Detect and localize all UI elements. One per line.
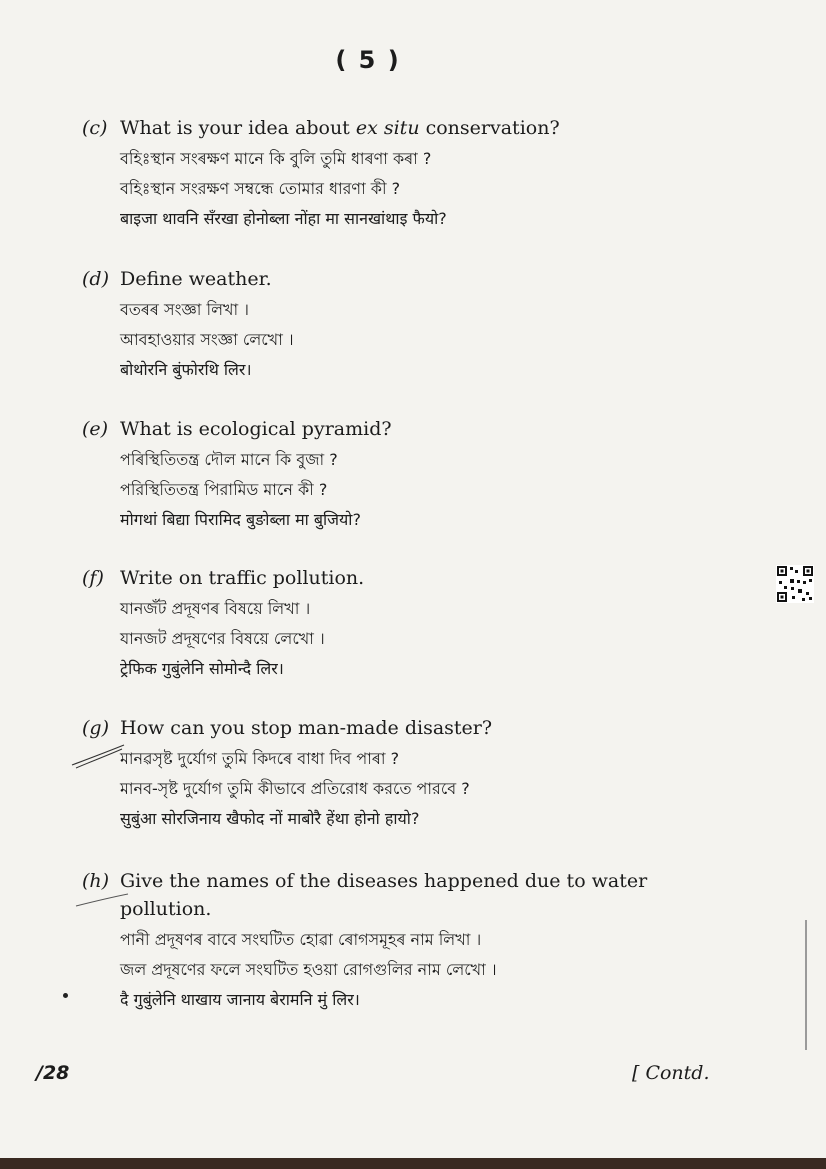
- question-label: (g): [82, 717, 109, 739]
- question-e: [82, 415, 702, 535]
- ink-dot: [63, 993, 68, 998]
- bengali-text: মানব-সৃষ্ট দুর্যোগ তুমি কীভাবে প্রতিরোধ করতে পারবে ?: [120, 779, 470, 798]
- question-english: Give the names of the diseases happened due to water pollution.: [120, 870, 648, 920]
- bengali-text: জল প্রদূষণের ফলে সংঘটিত হওয়া রোগগুলির নাম লেখো ।: [120, 960, 497, 979]
- question-english: What is ecological pyramid?: [120, 418, 392, 440]
- assamese-text: বহিঃস্থান সংৰক্ষণ মানে কি বুলি তুমি ধাৰণা কৰা ?: [120, 149, 432, 168]
- question-label: (d): [82, 268, 109, 290]
- assamese-text: যানজঁট প্ৰদূষণৰ বিষয়ে লিখা ।: [120, 599, 311, 618]
- bodo-text: बोथोरनि बुंफोरथि लिर।: [120, 360, 252, 379]
- question-f: [82, 564, 702, 684]
- assamese-text: মানৱসৃষ্ট দুৰ্যোগ তুমি কিদৰে বাধা দিব পাৰা ?: [120, 749, 400, 768]
- continued-note: [ Contd.: [632, 1062, 710, 1084]
- assamese-text: পানী প্ৰদূষণৰ বাবে সংঘটিত হোৱা ৰোগসমূহৰ নাম লিখা ।: [120, 930, 482, 949]
- bengali-text: যানজট প্রদূষণের বিষয়ে লেখো ।: [120, 629, 325, 648]
- assamese-text: পৰিস্থিতিতন্ত্ৰ দৌল মানে কি বুজা ?: [120, 450, 338, 469]
- bodo-text: सुबुंआ सोरजिनाय खैफोद नों माबोरै हेंथा होनो हायो?: [120, 809, 420, 828]
- scan-edge: [0, 1158, 826, 1169]
- margin-line: [805, 920, 807, 1050]
- paper-code: /28: [36, 1062, 70, 1084]
- bodo-text: ट्रेफिक गुबुंलेनि सोमोन्दै लिर।: [120, 659, 284, 678]
- bodo-text: मोगथां बिद्या पिरामिद बुङोब्ला मा बुजियो?: [120, 510, 361, 529]
- page-number: ( 5 ): [335, 46, 401, 74]
- question-label: (h): [82, 870, 110, 892]
- assamese-text: বতৰৰ সংজ্ঞা লিখা ।: [120, 300, 249, 319]
- question-h: [82, 867, 702, 1015]
- question-english: What is your idea about ex situ conservation?: [120, 117, 560, 139]
- bodo-text: दै गुबुंलेनि थाखाय जानाय बेरामनि मुं लिर।: [120, 990, 360, 1009]
- question-english: Write on traffic pollution.: [120, 567, 365, 589]
- question-label: (c): [82, 117, 108, 139]
- question-label: (e): [82, 418, 109, 440]
- bengali-text: বহিঃস্থান সংরক্ষণ সম্বন্ধে তোমার ধারণা কী ?: [120, 179, 401, 198]
- question-c: [82, 114, 702, 234]
- pen-mark-icon: [72, 890, 132, 910]
- bodo-text: बाइजा थावनि सँरखा होनोब्ला नोंहा मा सानखांथाइ फैयो?: [120, 209, 447, 228]
- question-g: [82, 714, 702, 834]
- bengali-text: আবহাওয়ার সংজ্ঞা লেখো ।: [120, 330, 294, 349]
- pen-mark-icon: [68, 735, 128, 770]
- question-english: Define weather.: [120, 268, 272, 290]
- question-d: [82, 265, 702, 385]
- question-label: (f): [82, 567, 104, 589]
- bengali-text: পরিস্থিতিতন্ত্র পিরামিড মানে কী ?: [120, 480, 328, 499]
- question-english: How can you stop man-made disaster?: [120, 717, 493, 739]
- qr-code-icon: [776, 565, 814, 603]
- latin-term: ex situ: [355, 117, 420, 139]
